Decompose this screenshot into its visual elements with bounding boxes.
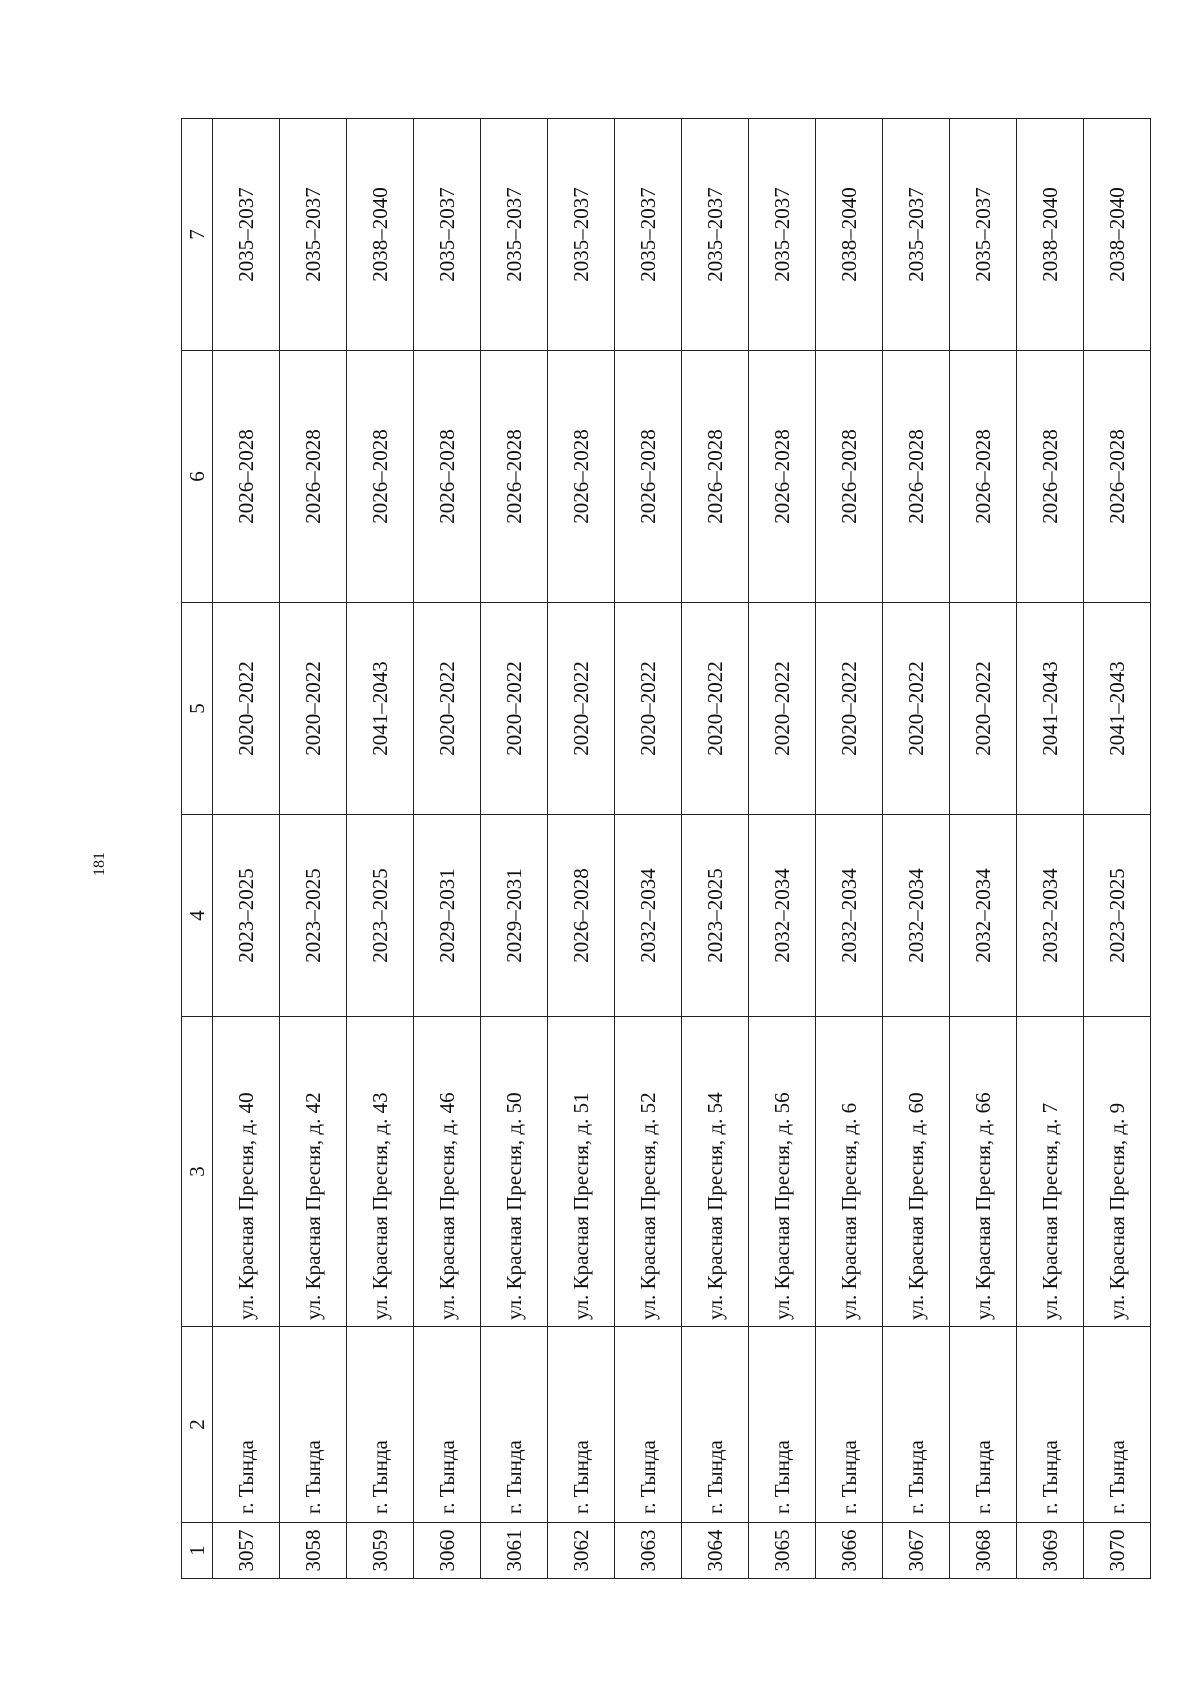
city-cell: г. Тында [682, 1327, 749, 1523]
period-col6-cell: 2026–2028 [816, 351, 883, 603]
period-col4-cell: 2026–2028 [548, 815, 615, 1017]
city-cell: г. Тында [1017, 1327, 1084, 1523]
address-cell: ул. Красная Пресня, д. 56 [749, 1017, 816, 1327]
row-number: 3062 [548, 1523, 615, 1579]
period-col6-cell: 2026–2028 [414, 351, 481, 603]
period-col7-cell: 2038–2040 [1017, 119, 1084, 351]
period-col7-cell: 2038–2040 [1084, 119, 1151, 351]
period-col4-cell: 2023–2025 [280, 815, 347, 1017]
header-col-6: 6 [182, 351, 213, 603]
address-cell: ул. Красная Пресня, д. 54 [682, 1017, 749, 1327]
period-col7-cell: 2035–2037 [682, 119, 749, 351]
period-col6-cell: 2026–2028 [280, 351, 347, 603]
period-col6-cell: 2026–2028 [1017, 351, 1084, 603]
period-col7-cell: 2035–2037 [414, 119, 481, 351]
period-col6-cell: 2026–2028 [481, 351, 548, 603]
city-cell: г. Тында [347, 1327, 414, 1523]
period-col7-cell: 2035–2037 [749, 119, 816, 351]
row-number: 3060 [414, 1523, 481, 1579]
row-number: 3057 [213, 1523, 280, 1579]
table-row [347, 119, 414, 1579]
period-col7-cell: 2035–2037 [481, 119, 548, 351]
address-cell: ул. Красная Пресня, д. 42 [280, 1017, 347, 1327]
period-col5-cell: 2020–2022 [615, 603, 682, 815]
row-number: 3061 [481, 1523, 548, 1579]
address-cell: ул. Красная Пресня, д. 60 [883, 1017, 950, 1327]
period-col7-cell: 2035–2037 [213, 119, 280, 351]
period-col6-cell: 2026–2028 [682, 351, 749, 603]
period-col5-cell: 2020–2022 [213, 603, 280, 815]
period-col4-cell: 2032–2034 [615, 815, 682, 1017]
period-col7-cell: 2038–2040 [816, 119, 883, 351]
period-col6-cell: 2026–2028 [1084, 351, 1151, 603]
period-col5-cell: 2020–2022 [414, 603, 481, 815]
city-cell: г. Тында [749, 1327, 816, 1523]
period-col4-cell: 2023–2025 [347, 815, 414, 1017]
period-col6-cell: 2026–2028 [347, 351, 414, 603]
city-cell: г. Тында [1084, 1327, 1151, 1523]
address-cell: ул. Красная Пресня, д. 51 [548, 1017, 615, 1327]
period-col4-cell: 2029–2031 [414, 815, 481, 1017]
table-body [213, 119, 1151, 1579]
table-row [414, 119, 481, 1579]
period-col7-cell: 2035–2037 [615, 119, 682, 351]
period-col4-cell: 2023–2025 [213, 815, 280, 1017]
city-cell: г. Тында [414, 1327, 481, 1523]
row-number: 3069 [1017, 1523, 1084, 1579]
address-cell: ул. Красная Пресня, д. 66 [950, 1017, 1017, 1327]
table-row [682, 119, 749, 1579]
period-col4-cell: 2032–2034 [749, 815, 816, 1017]
period-col5-cell: 2020–2022 [883, 603, 950, 815]
table-row [280, 119, 347, 1579]
row-number: 3070 [1084, 1523, 1151, 1579]
period-col6-cell: 2026–2028 [548, 351, 615, 603]
city-cell: г. Тында [280, 1327, 347, 1523]
header-col-1: 1 [182, 1523, 213, 1579]
header-row [182, 119, 213, 1579]
schedule-table [181, 118, 1151, 1579]
row-number: 3066 [816, 1523, 883, 1579]
address-cell: ул. Красная Пресня, д. 43 [347, 1017, 414, 1327]
period-col5-cell: 2020–2022 [950, 603, 1017, 815]
period-col5-cell: 2020–2022 [548, 603, 615, 815]
period-col4-cell: 2023–2025 [1084, 815, 1151, 1017]
period-col4-cell: 2029–2031 [481, 815, 548, 1017]
header-col-4: 4 [182, 815, 213, 1017]
city-cell: г. Тында [548, 1327, 615, 1523]
row-number: 3063 [615, 1523, 682, 1579]
page-number: 181 [91, 852, 108, 876]
period-col7-cell: 2035–2037 [280, 119, 347, 351]
period-col5-cell: 2041–2043 [1084, 603, 1151, 815]
period-col4-cell: 2032–2034 [883, 815, 950, 1017]
period-col6-cell: 2026–2028 [883, 351, 950, 603]
city-cell: г. Тында [883, 1327, 950, 1523]
table-row [1084, 119, 1151, 1579]
period-col5-cell: 2041–2043 [347, 603, 414, 815]
address-cell: ул. Красная Пресня, д. 9 [1084, 1017, 1151, 1327]
period-col4-cell: 2032–2034 [950, 815, 1017, 1017]
table-row [883, 119, 950, 1579]
period-col5-cell: 2041–2043 [1017, 603, 1084, 815]
period-col6-cell: 2026–2028 [615, 351, 682, 603]
table-row [950, 119, 1017, 1579]
address-cell: ул. Красная Пресня, д. 52 [615, 1017, 682, 1327]
address-cell: ул. Красная Пресня, д. 7 [1017, 1017, 1084, 1327]
table-row [615, 119, 682, 1579]
city-cell: г. Тында [615, 1327, 682, 1523]
city-cell: г. Тында [481, 1327, 548, 1523]
city-cell: г. Тында [816, 1327, 883, 1523]
row-number: 3065 [749, 1523, 816, 1579]
period-col5-cell: 2020–2022 [816, 603, 883, 815]
period-col4-cell: 2032–2034 [816, 815, 883, 1017]
period-col5-cell: 2020–2022 [481, 603, 548, 815]
table-row [481, 119, 548, 1579]
address-cell: ул. Красная Пресня, д. 6 [816, 1017, 883, 1327]
period-col7-cell: 2038–2040 [347, 119, 414, 351]
table-row [749, 119, 816, 1579]
address-cell: ул. Красная Пресня, д. 50 [481, 1017, 548, 1327]
row-number: 3067 [883, 1523, 950, 1579]
table-row [1017, 119, 1084, 1579]
table-row [816, 119, 883, 1579]
table-row [213, 119, 280, 1579]
period-col7-cell: 2035–2037 [950, 119, 1017, 351]
city-cell: г. Тында [950, 1327, 1017, 1523]
period-col5-cell: 2020–2022 [749, 603, 816, 815]
city-cell: г. Тында [213, 1327, 280, 1523]
row-number: 3064 [682, 1523, 749, 1579]
schedule-table-container [181, 119, 1147, 1579]
period-col5-cell: 2020–2022 [280, 603, 347, 815]
row-number: 3068 [950, 1523, 1017, 1579]
header-col-5: 5 [182, 603, 213, 815]
period-col6-cell: 2026–2028 [950, 351, 1017, 603]
period-col7-cell: 2035–2037 [548, 119, 615, 351]
address-cell: ул. Красная Пресня, д. 40 [213, 1017, 280, 1327]
header-col-7: 7 [182, 119, 213, 351]
period-col6-cell: 2026–2028 [749, 351, 816, 603]
period-col4-cell: 2023–2025 [682, 815, 749, 1017]
header-col-2: 2 [182, 1327, 213, 1523]
header-col-3: 3 [182, 1017, 213, 1327]
period-col7-cell: 2035–2037 [883, 119, 950, 351]
row-number: 3058 [280, 1523, 347, 1579]
table-row [548, 119, 615, 1579]
period-col5-cell: 2020–2022 [682, 603, 749, 815]
period-col4-cell: 2032–2034 [1017, 815, 1084, 1017]
address-cell: ул. Красная Пресня, д. 46 [414, 1017, 481, 1327]
period-col6-cell: 2026–2028 [213, 351, 280, 603]
row-number: 3059 [347, 1523, 414, 1579]
